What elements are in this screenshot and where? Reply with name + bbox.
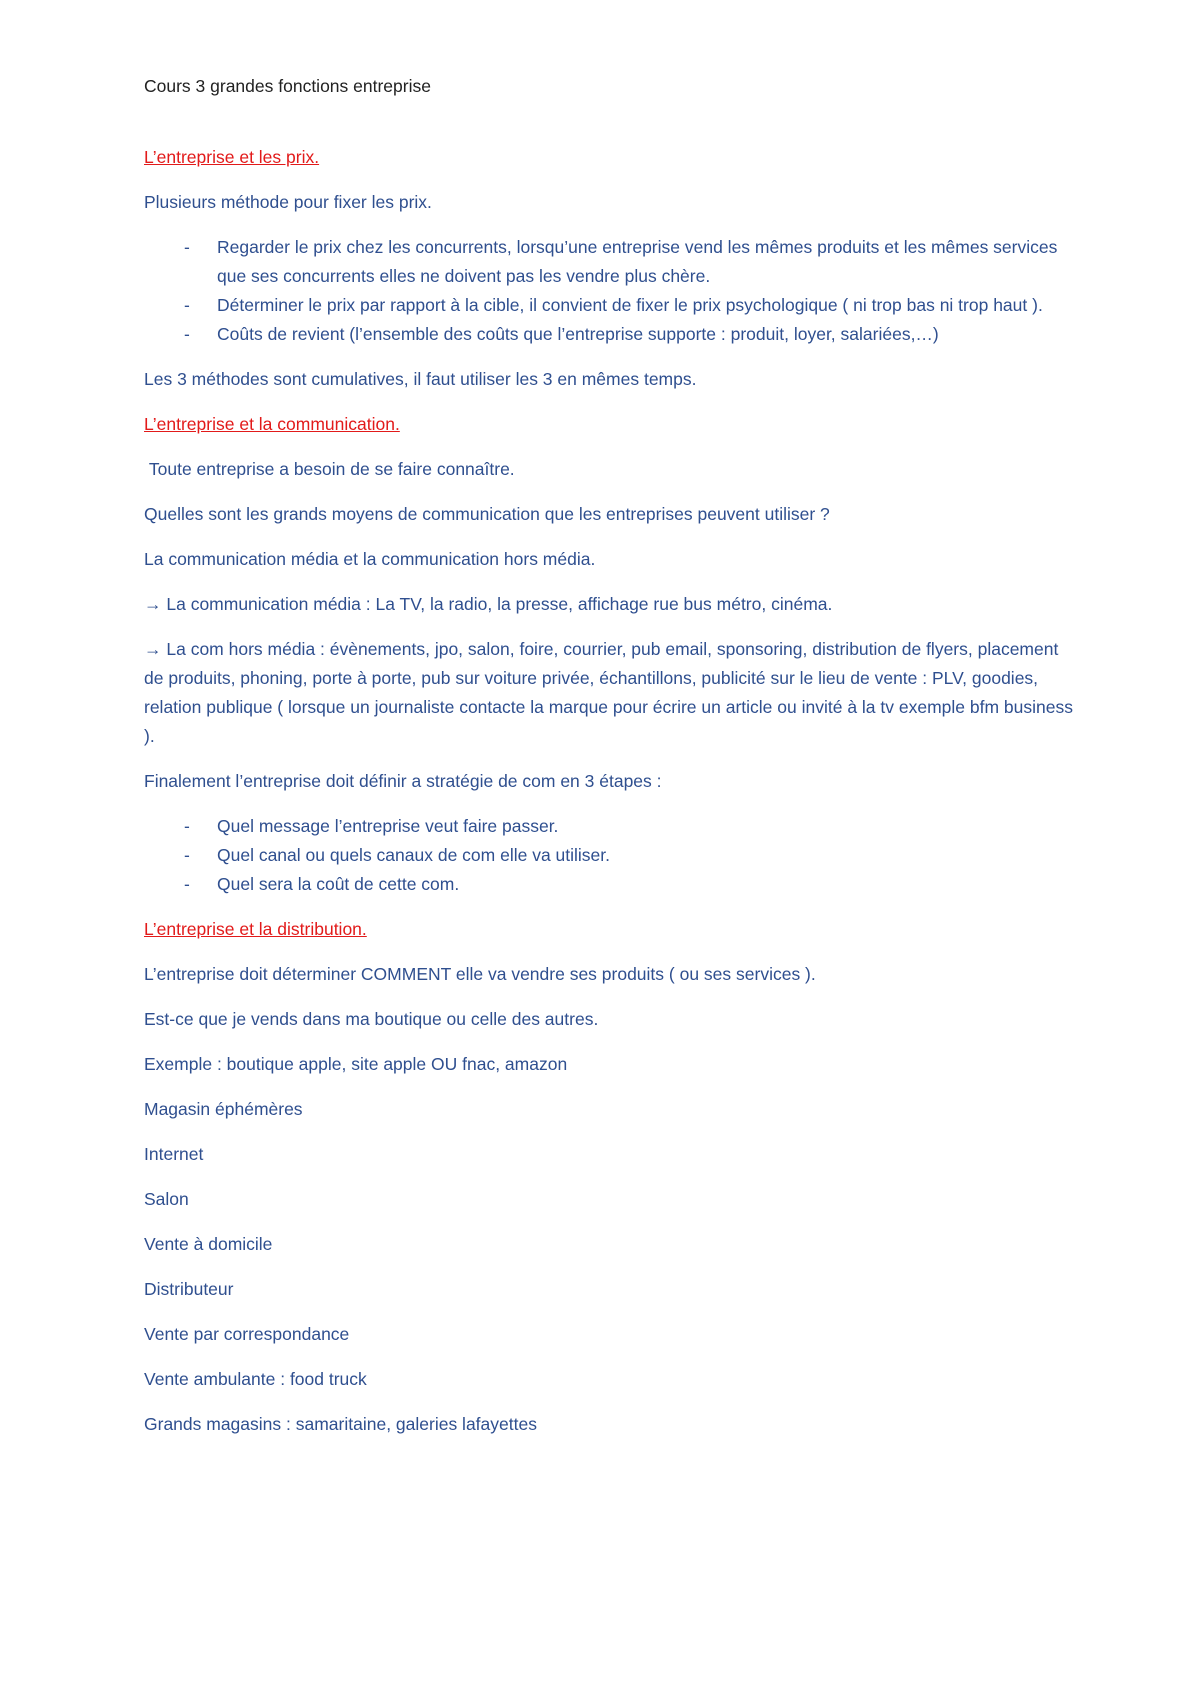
- paragraph: Vente ambulante : food truck: [144, 1369, 367, 1389]
- paragraph-prix-conclusion: Les 3 méthodes sont cumulatives, il faut utiliser les 3 en mêmes temps.: [144, 369, 697, 389]
- list-item-text: Déterminer le prix par rapport à la cible, il convient de fixer le prix psychologique ( ni trop bas ni trop haut ).: [217, 295, 1043, 315]
- bullet-dash: -: [184, 874, 190, 894]
- list-item: [144, 320, 1074, 349]
- list-item-text: Quel canal ou quels canaux de com elle va utiliser.: [217, 845, 611, 865]
- heading-distribution: L’entreprise et la distribution.: [144, 919, 367, 939]
- paragraph: La communication média et la communication hors média.: [144, 549, 596, 569]
- paragraph: L’entreprise doit déterminer COMMENT elle va vendre ses produits ( ou ses services ).: [144, 964, 816, 984]
- list-item-text: Coûts de revient (l’ensemble des coûts que l’entreprise supporte : produit, loyer, salariées,…): [217, 324, 939, 344]
- bullet-dash: -: [184, 845, 190, 865]
- list-item: [144, 812, 1074, 841]
- bullet-dash: -: [184, 295, 190, 315]
- paragraph: Quelles sont les grands moyens de communication que les entreprises peuvent utiliser ?: [144, 504, 830, 524]
- paragraph: Est-ce que je vends dans ma boutique ou celle des autres.: [144, 1009, 599, 1029]
- list-communication-steps: [144, 812, 1074, 899]
- list-item: [144, 841, 1074, 870]
- paragraph: → La communication média : La TV, la radio, la presse, affichage rue bus métro, cinéma.: [144, 594, 833, 614]
- paragraph: Distributeur: [144, 1279, 234, 1299]
- document-page: [144, 72, 1074, 1455]
- paragraph: Grands magasins : samaritaine, galeries lafayettes: [144, 1414, 537, 1434]
- document-title: Cours 3 grandes fonctions entreprise: [144, 76, 431, 96]
- paragraph: Exemple : boutique apple, site apple OU fnac, amazon: [144, 1054, 568, 1074]
- bullet-dash: -: [184, 816, 190, 836]
- list-item-text: Quel sera la coût de cette com.: [217, 874, 460, 894]
- list-item-text: Regarder le prix chez les concurrents, lorsqu’une entreprise vend les mêmes produits et les mêmes services que ses concurrents elles ne doivent pas les vendre plus chère.: [217, 237, 1058, 286]
- paragraph-prix-intro: Plusieurs méthode pour fixer les prix.: [144, 192, 432, 212]
- bullet-dash: -: [184, 237, 190, 257]
- paragraph: Vente à domicile: [144, 1234, 273, 1254]
- paragraph: Finalement l’entreprise doit définir a stratégie de com en 3 étapes :: [144, 771, 662, 791]
- list-item: [144, 233, 1074, 291]
- heading-prix: L’entreprise et les prix.: [144, 147, 320, 167]
- paragraph: Toute entreprise a besoin de se faire connaître.: [144, 459, 515, 479]
- list-item: [144, 870, 1074, 899]
- list-prix-methods: [144, 233, 1074, 349]
- heading-communication: L’entreprise et la communication.: [144, 414, 400, 434]
- list-item: [144, 291, 1074, 320]
- paragraph: Magasin éphémères: [144, 1099, 303, 1119]
- paragraph: Salon: [144, 1189, 189, 1209]
- paragraph: Internet: [144, 1144, 204, 1164]
- bullet-dash: -: [184, 324, 190, 344]
- paragraph: → La com hors média : évènements, jpo, salon, foire, courrier, pub email, sponsoring, distribution de flyers, placement de produits, phoning, porte à porte, pub sur voiture privée, échantillons, publicité sur le lieu de vente : PLV, goodies, relation publique ( lorsque un journaliste contacte la marque pour écrire un article ou invité à la tv exemple bfm business ).: [144, 639, 1073, 746]
- list-item-text: Quel message l’entreprise veut faire passer.: [217, 816, 559, 836]
- paragraph: Vente par correspondance: [144, 1324, 350, 1344]
